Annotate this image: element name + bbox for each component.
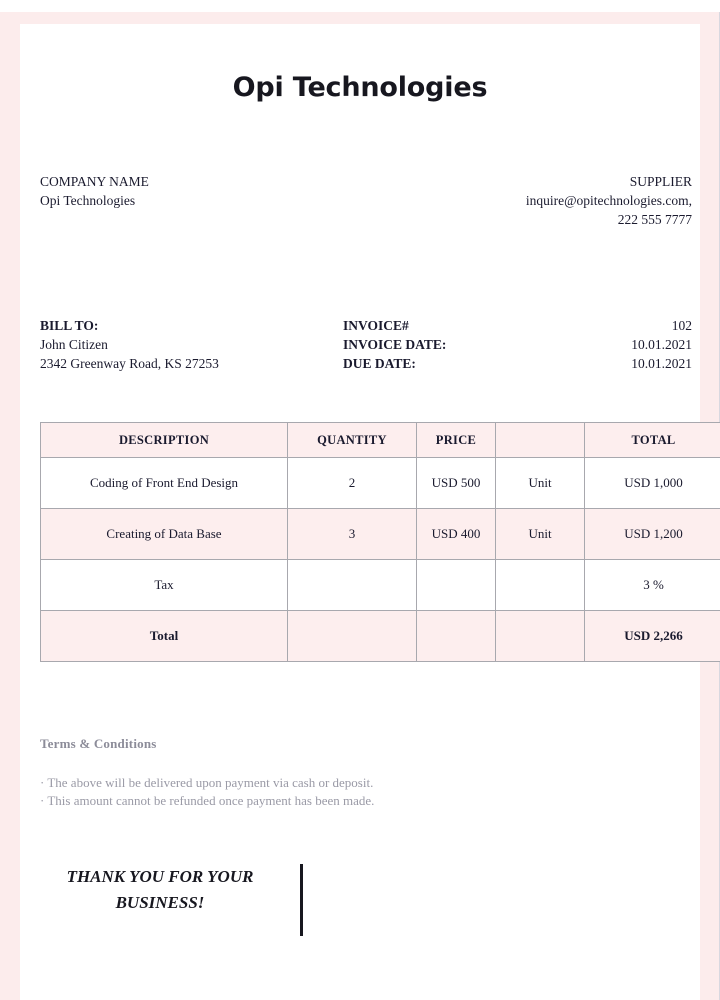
cell-description: Tax [41, 560, 288, 611]
cell-price [417, 611, 496, 662]
table-row-total [41, 611, 720, 662]
line-items-table [40, 422, 720, 662]
table-row [41, 458, 720, 509]
bill-to-block [40, 316, 219, 373]
terms-item: · This amount cannot be refunded once payment has been made. [40, 793, 375, 808]
cell-description: Creating of Data Base [41, 509, 288, 560]
cell-total: USD 1,000 [585, 458, 720, 509]
thank-you-block [40, 864, 340, 916]
terms-title: Terms & Conditions [40, 736, 157, 751]
terms-item: · The above will be delivered upon payment via cash or deposit. [40, 775, 374, 790]
column-header-unit [496, 423, 585, 458]
cell-total: USD 1,200 [585, 509, 720, 560]
column-header-description: DESCRIPTION [41, 423, 288, 458]
cell-total-label: Total [41, 611, 288, 662]
company-block [40, 172, 149, 210]
supplier-label: SUPPLIER [629, 174, 692, 189]
cell-quantity [288, 560, 417, 611]
page-frame [0, 12, 720, 1000]
invoice-labels [343, 316, 446, 373]
cell-price: USD 400 [417, 509, 496, 560]
cell-grand-total: USD 2,266 [585, 611, 720, 662]
due-date-value: 10.01.2021 [631, 356, 692, 371]
cell-price [417, 560, 496, 611]
cell-unit: Unit [496, 509, 585, 560]
company-name-value: Opi Technologies [40, 193, 136, 208]
bill-to-name: John Citizen [40, 337, 108, 352]
bill-to-label: BILL TO: [40, 318, 99, 333]
cell-price: USD 500 [417, 458, 496, 509]
cell-quantity [288, 611, 417, 662]
cell-unit [496, 611, 585, 662]
cell-unit [496, 560, 585, 611]
column-header-quantity: QUANTITY [288, 423, 417, 458]
thank-you-line-1: THANK YOU FOR YOUR [66, 867, 254, 886]
table-row-tax [41, 560, 720, 611]
supplier-block [526, 172, 692, 229]
terms-section [40, 736, 640, 810]
company-name-label: COMPANY NAME [40, 174, 149, 189]
cell-unit: Unit [496, 458, 585, 509]
cell-quantity: 2 [288, 458, 417, 509]
invoice-date-value: 10.01.2021 [631, 337, 692, 352]
due-date-label: DUE DATE: [343, 356, 416, 371]
invoice-sheet [20, 24, 700, 1000]
terms-list [40, 774, 640, 810]
supplier-phone: 222 555 7777 [617, 212, 692, 227]
supplier-email: inquire@opitechnologies.com, [525, 193, 692, 208]
page-title: Opi Technologies [232, 72, 488, 103]
column-header-total: TOTAL [585, 423, 720, 458]
thank-you-line-2: BUSINESS! [115, 893, 205, 912]
invoice-number-value: 102 [671, 318, 692, 333]
bill-to-address: 2342 Greenway Road, KS 27253 [40, 356, 219, 371]
invoice-date-label: INVOICE DATE: [343, 337, 447, 352]
cell-description: Coding of Front End Design [41, 458, 288, 509]
table-header-row [41, 423, 720, 458]
signature-divider [300, 864, 303, 936]
invoice-number-label: INVOICE# [343, 318, 409, 333]
column-header-price: PRICE [417, 423, 496, 458]
invoice-values [631, 316, 692, 373]
table-row [41, 509, 720, 560]
thank-you-message [40, 864, 280, 916]
cell-tax-value: 3 % [585, 560, 720, 611]
cell-quantity: 3 [288, 509, 417, 560]
